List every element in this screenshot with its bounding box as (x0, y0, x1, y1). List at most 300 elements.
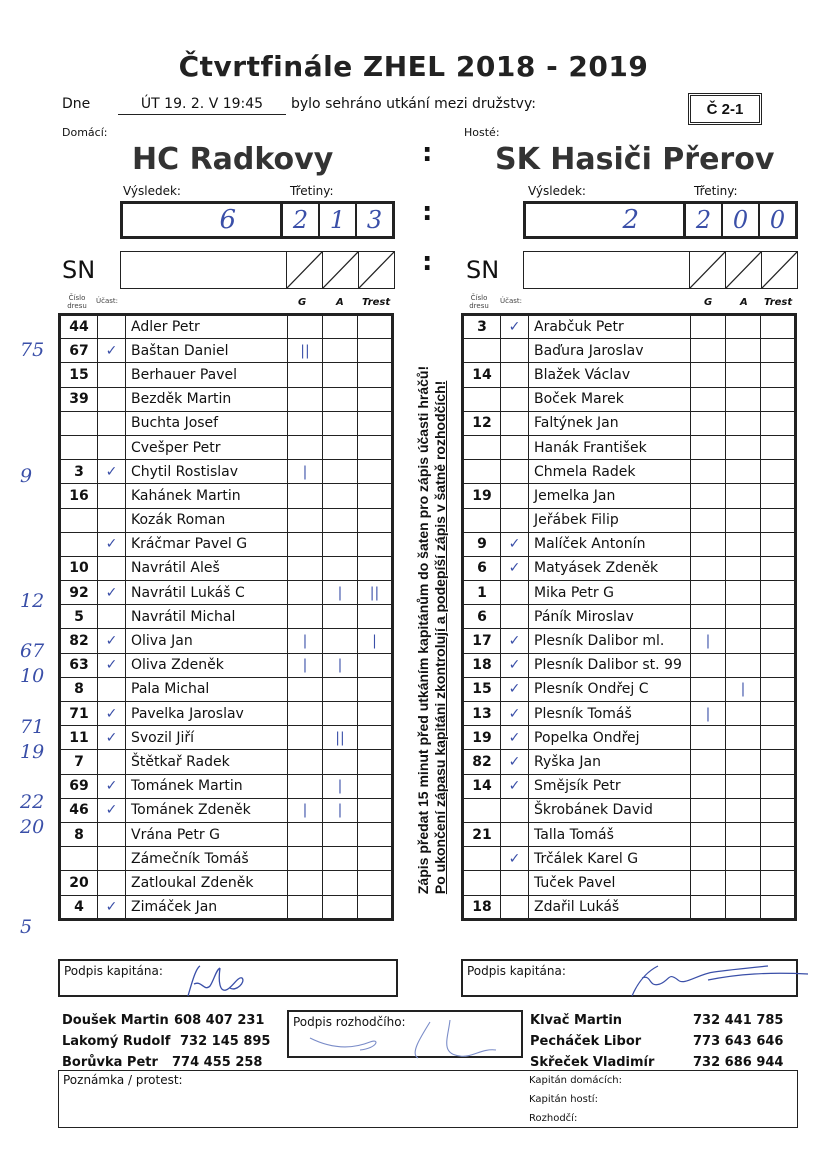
attendance-check[interactable] (501, 508, 529, 532)
penalty-cell[interactable] (761, 750, 796, 774)
goals-cell[interactable] (691, 460, 726, 484)
player-number[interactable]: 46 (60, 798, 98, 822)
goals-cell[interactable] (288, 315, 323, 339)
goals-cell[interactable]: || (288, 339, 323, 363)
goals-cell[interactable] (691, 387, 726, 411)
player-number[interactable] (463, 847, 501, 871)
referee-phone: 773 643 646 (693, 1034, 784, 1049)
assists-cell[interactable] (323, 605, 358, 629)
player-number[interactable]: 10 (60, 556, 98, 580)
away-sn-box[interactable] (523, 251, 798, 289)
penalty-cell[interactable] (358, 508, 393, 532)
attendance-check[interactable]: ✓ (501, 847, 529, 871)
attendance-check[interactable]: ✓ (98, 581, 126, 605)
penalty-cell[interactable] (761, 484, 796, 508)
assists-cell[interactable] (726, 702, 761, 726)
goals-cell[interactable]: | (288, 798, 323, 822)
attendance-check[interactable] (98, 315, 126, 339)
assists-cell[interactable] (726, 508, 761, 532)
penalty-cell[interactable] (358, 895, 393, 919)
penalty-cell[interactable] (358, 653, 393, 677)
attendance-check[interactable] (501, 435, 529, 459)
penalty-cell[interactable] (358, 532, 393, 556)
goals-cell[interactable] (288, 750, 323, 774)
penalty-cell[interactable] (358, 363, 393, 387)
player-number[interactable]: 19 (463, 726, 501, 750)
player-number[interactable] (463, 798, 501, 822)
margin-note (20, 890, 60, 915)
player-name: Chytil Rostislav (126, 460, 288, 484)
goals-cell[interactable] (691, 774, 726, 798)
player-number[interactable]: 12 (463, 411, 501, 435)
assists-cell[interactable] (726, 339, 761, 363)
player-number[interactable] (60, 847, 98, 871)
player-number[interactable]: 14 (463, 774, 501, 798)
player-number[interactable]: 21 (463, 822, 501, 846)
assists-cell[interactable] (726, 532, 761, 556)
penalty-cell[interactable] (358, 750, 393, 774)
goals-cell[interactable] (288, 677, 323, 701)
goals-cell[interactable] (691, 435, 726, 459)
assists-cell[interactable] (726, 871, 761, 895)
attendance-check[interactable] (501, 581, 529, 605)
penalty-cell[interactable]: | (358, 629, 393, 653)
player-name: Malíček Antonín (529, 532, 691, 556)
assists-cell[interactable] (323, 484, 358, 508)
assists-cell[interactable] (726, 363, 761, 387)
player-number[interactable]: 44 (60, 315, 98, 339)
penalty-cell[interactable] (358, 460, 393, 484)
attendance-check[interactable] (98, 822, 126, 846)
goals-cell[interactable] (691, 750, 726, 774)
assists-cell[interactable] (726, 605, 761, 629)
attendance-check[interactable] (501, 339, 529, 363)
player-number[interactable]: 3 (463, 315, 501, 339)
attendance-check[interactable]: ✓ (501, 726, 529, 750)
assists-cell[interactable] (726, 581, 761, 605)
player-number[interactable]: 8 (60, 822, 98, 846)
penalty-cell[interactable] (358, 411, 393, 435)
penalty-cell[interactable] (761, 822, 796, 846)
attendance-check[interactable]: ✓ (98, 726, 126, 750)
penalty-cell[interactable] (761, 629, 796, 653)
player-number[interactable]: 67 (60, 339, 98, 363)
player-number[interactable]: 18 (463, 895, 501, 919)
penalty-cell[interactable] (358, 774, 393, 798)
player-number[interactable]: 39 (60, 387, 98, 411)
assists-cell[interactable] (726, 895, 761, 919)
player-name: Trčálek Karel G (529, 847, 691, 871)
assists-cell[interactable] (726, 822, 761, 846)
goals-cell[interactable] (288, 556, 323, 580)
player-number[interactable] (463, 508, 501, 532)
player-row (60, 895, 393, 919)
penalty-cell[interactable] (761, 605, 796, 629)
attendance-check[interactable] (98, 387, 126, 411)
penalty-cell[interactable] (761, 460, 796, 484)
attendance-check[interactable]: ✓ (98, 774, 126, 798)
player-number[interactable]: 63 (60, 653, 98, 677)
player-number[interactable]: 15 (463, 677, 501, 701)
assists-cell[interactable] (726, 847, 761, 871)
home-margin-notes (20, 313, 60, 940)
player-number[interactable] (60, 435, 98, 459)
attendance-check[interactable] (501, 460, 529, 484)
player-row (463, 387, 796, 411)
assists-cell[interactable] (726, 653, 761, 677)
away-sn-label: SN (466, 256, 500, 284)
penalty-cell[interactable] (761, 363, 796, 387)
attendance-check[interactable] (501, 798, 529, 822)
referee-phone: 732 145 895 (180, 1034, 271, 1049)
attendance-check[interactable]: ✓ (501, 532, 529, 556)
assists-cell[interactable]: | (323, 798, 358, 822)
penalty-cell[interactable] (761, 508, 796, 532)
penalty-cell[interactable] (761, 677, 796, 701)
goals-cell[interactable] (691, 532, 726, 556)
goals-cell[interactable] (691, 605, 726, 629)
goals-cell[interactable] (288, 508, 323, 532)
player-row (463, 581, 796, 605)
goals-cell[interactable] (288, 363, 323, 387)
penalty-cell[interactable] (358, 556, 393, 580)
attendance-check[interactable]: ✓ (501, 653, 529, 677)
player-number[interactable]: 20 (60, 871, 98, 895)
goals-cell[interactable]: | (288, 460, 323, 484)
player-number[interactable] (463, 460, 501, 484)
goals-cell[interactable] (288, 532, 323, 556)
attendance-check[interactable] (98, 556, 126, 580)
penalty-cell[interactable] (358, 822, 393, 846)
goals-cell[interactable] (288, 871, 323, 895)
attendance-check[interactable]: ✓ (501, 629, 529, 653)
penalty-cell[interactable] (358, 847, 393, 871)
attendance-check[interactable]: ✓ (98, 653, 126, 677)
home-roster (58, 313, 394, 921)
penalty-cell[interactable] (358, 339, 393, 363)
assists-cell[interactable]: | (323, 581, 358, 605)
player-number[interactable] (463, 435, 501, 459)
attendance-check[interactable] (98, 750, 126, 774)
player-number[interactable]: 5 (60, 605, 98, 629)
player-number[interactable] (463, 871, 501, 895)
player-name: Zatloukal Zdeněk (126, 871, 288, 895)
assists-cell[interactable]: | (323, 653, 358, 677)
penalty-cell[interactable] (761, 581, 796, 605)
goals-cell[interactable]: | (288, 653, 323, 677)
date-field[interactable]: ÚT 19. 2. V 19:45 (118, 96, 286, 115)
goals-cell[interactable] (288, 847, 323, 871)
attendance-check[interactable] (501, 895, 529, 919)
margin-note (20, 865, 60, 890)
attendance-check[interactable] (98, 847, 126, 871)
home-team-name: HC Radkovy (132, 142, 334, 177)
player-name: Kahánek Martin (126, 484, 288, 508)
penalty-cell[interactable] (358, 435, 393, 459)
assists-cell[interactable] (726, 798, 761, 822)
assists-cell[interactable] (323, 435, 358, 459)
goals-cell[interactable] (691, 895, 726, 919)
goals-cell[interactable] (691, 556, 726, 580)
assists-cell[interactable]: || (323, 726, 358, 750)
attendance-check[interactable] (98, 411, 126, 435)
assists-cell[interactable] (323, 556, 358, 580)
player-row (463, 532, 796, 556)
attendance-check[interactable]: ✓ (501, 774, 529, 798)
player-number[interactable]: 92 (60, 581, 98, 605)
assists-cell[interactable] (726, 411, 761, 435)
goals-cell[interactable] (691, 315, 726, 339)
goals-cell[interactable] (691, 653, 726, 677)
goals-cell[interactable] (288, 895, 323, 919)
player-row (60, 532, 393, 556)
margin-note (20, 614, 60, 639)
player-row (60, 581, 393, 605)
penalty-cell[interactable] (358, 677, 393, 701)
player-number[interactable]: 71 (60, 702, 98, 726)
assists-cell[interactable] (323, 702, 358, 726)
assists-cell[interactable] (726, 387, 761, 411)
notes-box[interactable] (58, 1070, 798, 1128)
attendance-check[interactable]: ✓ (98, 532, 126, 556)
player-row (463, 653, 796, 677)
attendance-check[interactable] (501, 605, 529, 629)
penalty-cell[interactable] (358, 387, 393, 411)
attendance-check[interactable] (98, 363, 126, 387)
goals-cell[interactable] (288, 822, 323, 846)
player-number[interactable]: 15 (60, 363, 98, 387)
player-number[interactable] (60, 532, 98, 556)
attendance-check[interactable]: ✓ (501, 702, 529, 726)
goals-cell[interactable] (288, 774, 323, 798)
player-number[interactable]: 14 (463, 363, 501, 387)
assists-cell[interactable] (323, 315, 358, 339)
player-number[interactable]: 19 (463, 484, 501, 508)
margin-note (20, 765, 60, 790)
player-number[interactable] (463, 387, 501, 411)
goals-cell[interactable]: | (288, 629, 323, 653)
player-row (463, 460, 796, 484)
assists-cell[interactable] (323, 871, 358, 895)
attendance-check[interactable] (98, 605, 126, 629)
assists-cell[interactable] (726, 629, 761, 653)
goals-cell[interactable] (691, 798, 726, 822)
assists-cell[interactable] (323, 363, 358, 387)
player-name: Plesník Dalibor st. 99 (529, 653, 691, 677)
player-row (463, 605, 796, 629)
assists-cell[interactable] (323, 460, 358, 484)
assists-cell[interactable] (726, 315, 761, 339)
player-row (463, 556, 796, 580)
player-number[interactable]: 17 (463, 629, 501, 653)
attendance-check[interactable] (501, 871, 529, 895)
attendance-check[interactable]: ✓ (98, 895, 126, 919)
assists-cell[interactable] (323, 339, 358, 363)
goals-cell[interactable] (288, 702, 323, 726)
penalty-cell[interactable] (761, 435, 796, 459)
assists-cell[interactable] (726, 460, 761, 484)
margin-note (20, 539, 60, 564)
goals-cell[interactable] (691, 411, 726, 435)
goals-cell[interactable] (691, 871, 726, 895)
goals-cell[interactable] (691, 847, 726, 871)
notes-captains (529, 1071, 622, 1128)
home-sn-cell (323, 252, 359, 288)
attendance-check[interactable] (501, 822, 529, 846)
assists-cell[interactable] (323, 532, 358, 556)
player-name: Zámečník Tomáš (126, 847, 288, 871)
assists-cell[interactable] (323, 677, 358, 701)
penalty-cell[interactable] (761, 339, 796, 363)
goals-cell[interactable] (691, 508, 726, 532)
goals-cell[interactable] (288, 387, 323, 411)
player-number[interactable]: 7 (60, 750, 98, 774)
player-row (463, 315, 796, 339)
date-label: Dne (62, 96, 91, 112)
penalty-cell[interactable] (761, 726, 796, 750)
penalty-cell[interactable] (761, 702, 796, 726)
attendance-check[interactable] (98, 435, 126, 459)
attendance-check[interactable] (98, 871, 126, 895)
attendance-check[interactable]: ✓ (501, 677, 529, 701)
penalty-cell[interactable] (761, 556, 796, 580)
assists-cell[interactable] (323, 822, 358, 846)
assists-cell[interactable] (726, 774, 761, 798)
penalty-cell[interactable] (761, 653, 796, 677)
assists-cell[interactable] (726, 556, 761, 580)
assists-cell[interactable] (323, 847, 358, 871)
penalty-cell[interactable] (761, 847, 796, 871)
penalty-cell[interactable] (761, 895, 796, 919)
penalty-cell[interactable] (761, 315, 796, 339)
player-name: Arabčuk Petr (529, 315, 691, 339)
goals-cell[interactable] (288, 581, 323, 605)
player-number[interactable]: 82 (60, 629, 98, 653)
player-number[interactable]: 8 (60, 677, 98, 701)
goals-cell[interactable] (691, 822, 726, 846)
assists-cell[interactable]: | (323, 774, 358, 798)
margin-note: 19 (20, 740, 45, 763)
player-number[interactable] (60, 508, 98, 532)
player-number[interactable]: 18 (463, 653, 501, 677)
player-number[interactable] (60, 411, 98, 435)
player-number[interactable]: 4 (60, 895, 98, 919)
margin-note (20, 388, 60, 413)
assists-cell[interactable] (323, 629, 358, 653)
goals-cell[interactable] (691, 581, 726, 605)
assists-cell[interactable] (726, 750, 761, 774)
attendance-check[interactable]: ✓ (501, 750, 529, 774)
penalty-cell[interactable] (358, 798, 393, 822)
penalty-cell[interactable] (358, 726, 393, 750)
penalty-cell[interactable] (761, 532, 796, 556)
away-sn-cell (690, 252, 726, 288)
penalty-cell[interactable] (761, 798, 796, 822)
penalty-cell[interactable] (358, 605, 393, 629)
assists-cell[interactable] (323, 750, 358, 774)
assists-cell[interactable] (323, 387, 358, 411)
goals-cell[interactable] (288, 726, 323, 750)
player-number[interactable]: 6 (463, 605, 501, 629)
player-number[interactable]: 3 (60, 460, 98, 484)
attendance-check[interactable] (98, 484, 126, 508)
goals-cell[interactable] (288, 605, 323, 629)
attendance-check[interactable]: ✓ (98, 798, 126, 822)
attendance-check[interactable] (98, 508, 126, 532)
attendance-check[interactable]: ✓ (501, 556, 529, 580)
goals-cell[interactable] (691, 363, 726, 387)
player-name: Ryška Jan (529, 750, 691, 774)
attendance-check[interactable] (501, 411, 529, 435)
player-number[interactable]: 13 (463, 702, 501, 726)
penalty-cell[interactable]: || (358, 581, 393, 605)
penalty-cell[interactable] (761, 411, 796, 435)
goals-cell[interactable] (288, 484, 323, 508)
margin-note (20, 438, 60, 463)
assists-cell[interactable] (323, 508, 358, 532)
assists-cell[interactable] (726, 435, 761, 459)
penalty-cell[interactable] (358, 871, 393, 895)
penalty-cell[interactable] (358, 484, 393, 508)
player-number[interactable]: 82 (463, 750, 501, 774)
attendance-check[interactable]: ✓ (98, 702, 126, 726)
home-sn-box[interactable] (120, 251, 395, 289)
player-number[interactable]: 69 (60, 774, 98, 798)
penalty-cell[interactable] (761, 871, 796, 895)
assists-cell[interactable] (726, 726, 761, 750)
home-captain-label: Kapitán domácích: (529, 1075, 623, 1086)
home-sn-label: SN (62, 256, 96, 284)
assists-cell[interactable] (323, 411, 358, 435)
attendance-check[interactable]: ✓ (501, 315, 529, 339)
goals-cell[interactable]: | (691, 629, 726, 653)
goals-cell[interactable] (691, 677, 726, 701)
penalty-cell[interactable] (358, 315, 393, 339)
home-result-label: Výsledek: (123, 184, 181, 198)
goals-cell[interactable] (691, 484, 726, 508)
goals-cell[interactable] (691, 339, 726, 363)
assists-cell[interactable] (726, 484, 761, 508)
referee-name: Skřeček Vladimír (530, 1055, 655, 1070)
attendance-check[interactable]: ✓ (98, 629, 126, 653)
goals-cell[interactable] (288, 435, 323, 459)
assists-cell[interactable]: | (726, 677, 761, 701)
attendance-check[interactable]: ✓ (98, 460, 126, 484)
attendance-check[interactable] (501, 387, 529, 411)
assists-cell[interactable] (323, 895, 358, 919)
home-score-box[interactable] (120, 201, 395, 239)
goals-cell[interactable] (288, 411, 323, 435)
away-score-box[interactable] (523, 201, 798, 239)
goals-cell[interactable]: | (691, 702, 726, 726)
home-col-attendance: Účast: (96, 297, 119, 305)
player-number[interactable] (463, 339, 501, 363)
home-col-trest: Trest (362, 297, 391, 308)
penalty-cell[interactable] (761, 387, 796, 411)
player-number[interactable]: 9 (463, 532, 501, 556)
penalty-cell[interactable] (761, 774, 796, 798)
player-number[interactable]: 11 (60, 726, 98, 750)
attendance-check[interactable]: ✓ (98, 339, 126, 363)
attendance-check[interactable] (501, 484, 529, 508)
goals-cell[interactable] (691, 726, 726, 750)
penalty-cell[interactable] (358, 702, 393, 726)
player-number[interactable]: 16 (60, 484, 98, 508)
player-number[interactable]: 1 (463, 581, 501, 605)
attendance-check[interactable] (98, 677, 126, 701)
attendance-check[interactable] (501, 363, 529, 387)
player-number[interactable]: 6 (463, 556, 501, 580)
